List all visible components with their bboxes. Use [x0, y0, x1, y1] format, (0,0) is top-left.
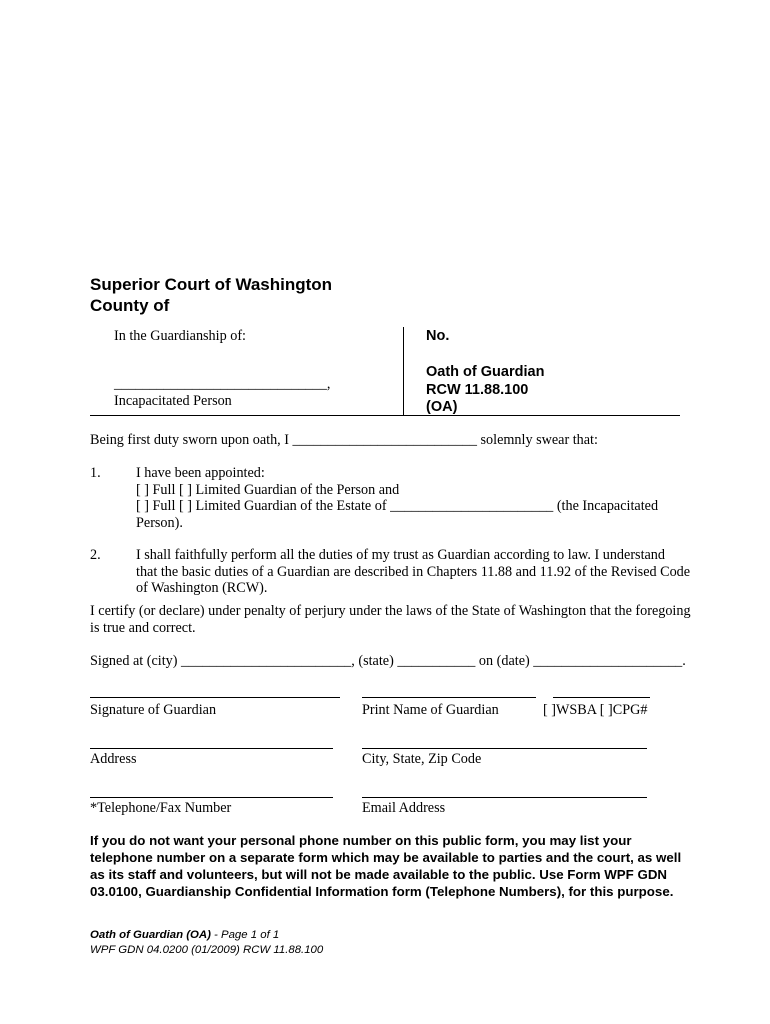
document-title: Oath of Guardian	[426, 364, 545, 380]
item-2-line-2: that the basic duties of a Guardian are described in Chapters 11.88 and 11.92 of the Revised Code	[136, 564, 691, 580]
address-line[interactable]	[90, 748, 333, 749]
print-name-line[interactable]	[362, 697, 536, 698]
confidentiality-notice: If you do not want your personal phone number on this public form, you may list your telephone number on a separate form which may be available to parties and the court, as well as its staff and volunteers, but will not be made available to the public. Use Form WPF GDN 03.0100, Guardianship Confidential Information form (Telephone Numbers), for this purpose.	[90, 833, 682, 899]
footer-title: Oath of Guardian (OA)	[90, 929, 211, 941]
wsba-number-line[interactable]	[553, 697, 650, 698]
item-1-line-4: Person).	[136, 515, 183, 531]
email-label: Email Address	[362, 800, 446, 816]
item-1-line-3: [ ] Full [ ] Limited Guardian of the Estate of _______________________ (the Incapacitated	[136, 498, 659, 514]
signature-label: Signature of Guardian	[90, 702, 217, 718]
item-2-number: 2.	[90, 547, 101, 563]
telephone-label: *Telephone/Fax Number	[90, 800, 232, 816]
incapacitated-name-line: ______________________________,	[114, 376, 331, 392]
form-code: (OA)	[426, 399, 458, 415]
caption-divider-horizontal	[90, 415, 680, 416]
print-name-label: Print Name of Guardian	[362, 702, 499, 718]
guardianship-label: In the Guardianship of:	[114, 328, 246, 344]
signature-line[interactable]	[90, 697, 340, 698]
sworn-statement: Being first duty sworn upon oath, I __________________________ solemnly swear that:	[90, 432, 598, 448]
email-line[interactable]	[362, 797, 647, 798]
city-state-zip-label: City, State, Zip Code	[362, 751, 482, 767]
incapacitated-person-label: Incapacitated Person	[114, 393, 232, 409]
city-state-zip-line[interactable]	[362, 748, 647, 749]
footer-page: - Page 1 of 1	[210, 929, 280, 941]
caption-divider-vertical	[403, 327, 404, 416]
signed-at-line: Signed at (city) ________________________, (state) ___________ on (date) _____________________.	[90, 653, 686, 669]
wsba-cpg-label: [ ]WSBA [ ]CPG#	[543, 702, 648, 718]
court-name: Superior Court of Washington	[90, 275, 333, 294]
rcw-reference: RCW 11.88.100	[426, 382, 529, 398]
telephone-line[interactable]	[90, 797, 333, 798]
item-1-number: 1.	[90, 465, 101, 481]
address-label: Address	[90, 751, 137, 767]
footer-title-line	[90, 929, 279, 941]
item-2-line-1: I shall faithfully perform all the duties of my trust as Guardian according to law. I understand	[136, 547, 665, 563]
certify-line-1: I certify (or declare) under penalty of perjury under the laws of the State of Washington that the foregoing	[90, 603, 691, 619]
footer-form-number: WPF GDN 04.0200 (01/2009) RCW 11.88.100	[90, 944, 324, 956]
item-2-line-3: of Washington (RCW).	[136, 580, 268, 596]
item-1-line-1: I have been appointed:	[136, 465, 265, 481]
item-1-line-2: [ ] Full [ ] Limited Guardian of the Person and	[136, 482, 400, 498]
certify-line-2: is true and correct.	[90, 620, 196, 636]
case-number-label: No.	[426, 328, 450, 344]
county-label: County of	[90, 296, 170, 315]
